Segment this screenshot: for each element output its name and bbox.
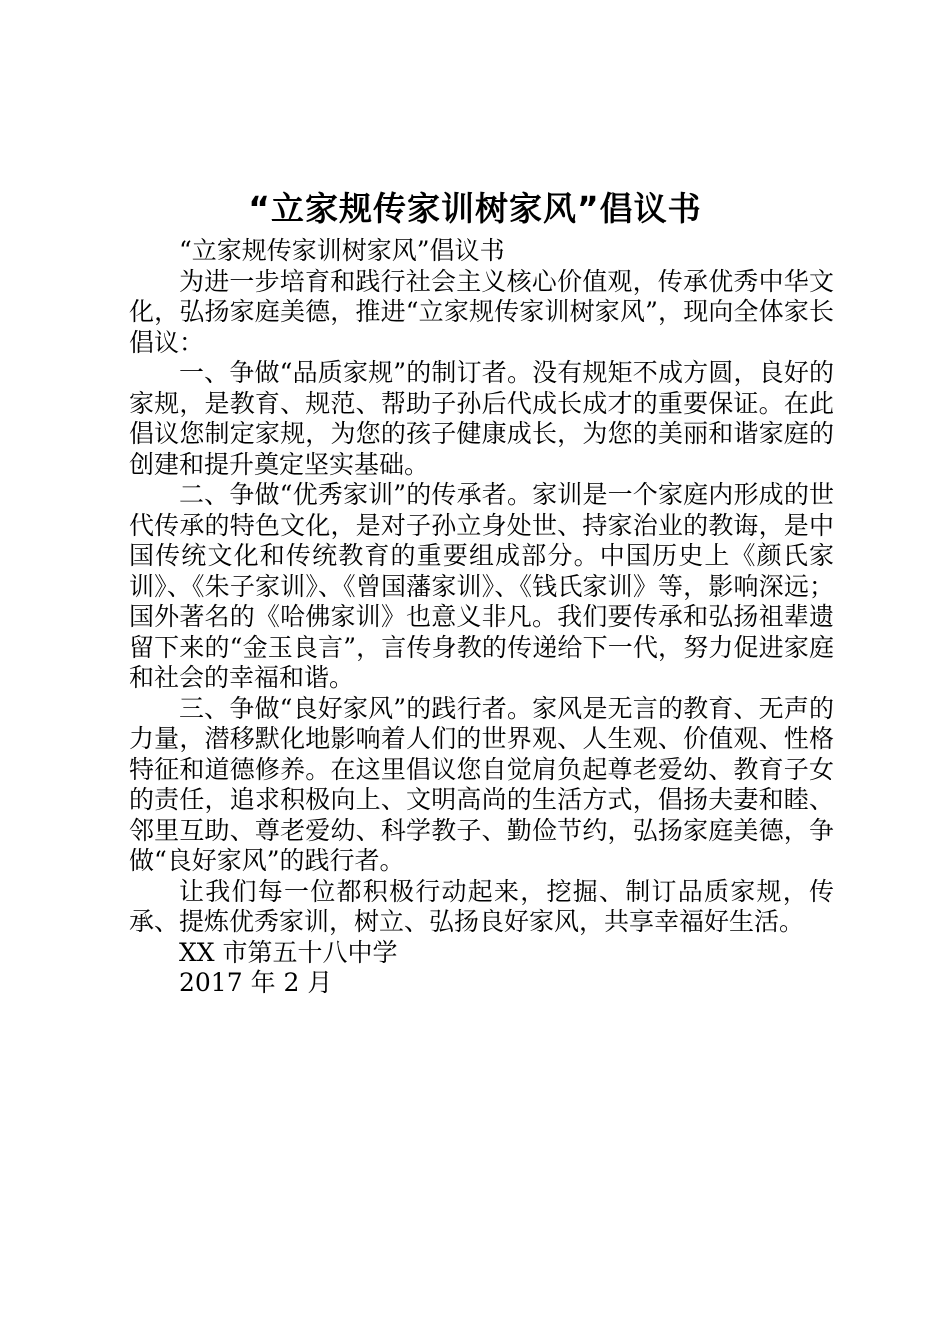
closing-paragraph: 让我们每一位都积极行动起来，挖掘、制订品质家规，传承、提炼优秀家训，树立、弘扬良好家风，共享幸福好生活。 <box>129 876 834 936</box>
document-title: “立家规传家训树家风”倡议书 <box>248 189 702 228</box>
document-body <box>129 236 834 999</box>
signature-date: 2017 年 2 月 <box>179 968 333 997</box>
intro-paragraph: 为进一步培育和践行社会主义核心价值观，传承优秀中华文化，弘扬家庭美德，推进“立家规传家训树家风”，现向全体家长倡议： <box>129 266 834 357</box>
subtitle-line: “立家规传家训树家风”倡议书 <box>179 236 505 265</box>
point-one-paragraph: 一、争做“品质家规”的制订者。没有规矩不成方圆，良好的家规，是教育、规范、帮助子孙后代成长成才的重要保证。在此倡议您制定家规，为您的孩子健康成长，为您的美丽和谐家庭的创建和提升奠定坚实基础。 <box>129 358 834 479</box>
signature-school: XX 市第五十八中学 <box>179 937 398 967</box>
point-two-paragraph: 二、争做“优秀家训”的传承者。家训是一个家庭内形成的世代传承的特色文化，是对子孙立身处世、持家治业的教诲，是中国传统文化和传统教育的重要组成部分。中国历史上《颜氏家训》、《朱子家训》、《曾国藩家训》、《钱氏家训》等，影响深远；国外著名的《哈佛家训》也意义非凡。我们要传承和弘扬祖辈遗留下来的“金玉良言”，言传身教的传递给下一代，努力促进家庭和社会的幸福和谐。 <box>129 480 834 692</box>
point-three-paragraph: 三、争做“良好家风”的践行者。家风是无言的教育、无声的力量，潜移默化地影响着人们的世界观、人生观、价值观、性格特征和道德修养。在这里倡议您自觉肩负起尊老爱幼、教育子女的责任，追求积极向上、文明高尚的生活方式，倡扬夫妻和睦、邻里互助、尊老爱幼、科学教子、勤俭节约，弘扬家庭美德，争做“良好家风”的践行者。 <box>129 693 834 875</box>
